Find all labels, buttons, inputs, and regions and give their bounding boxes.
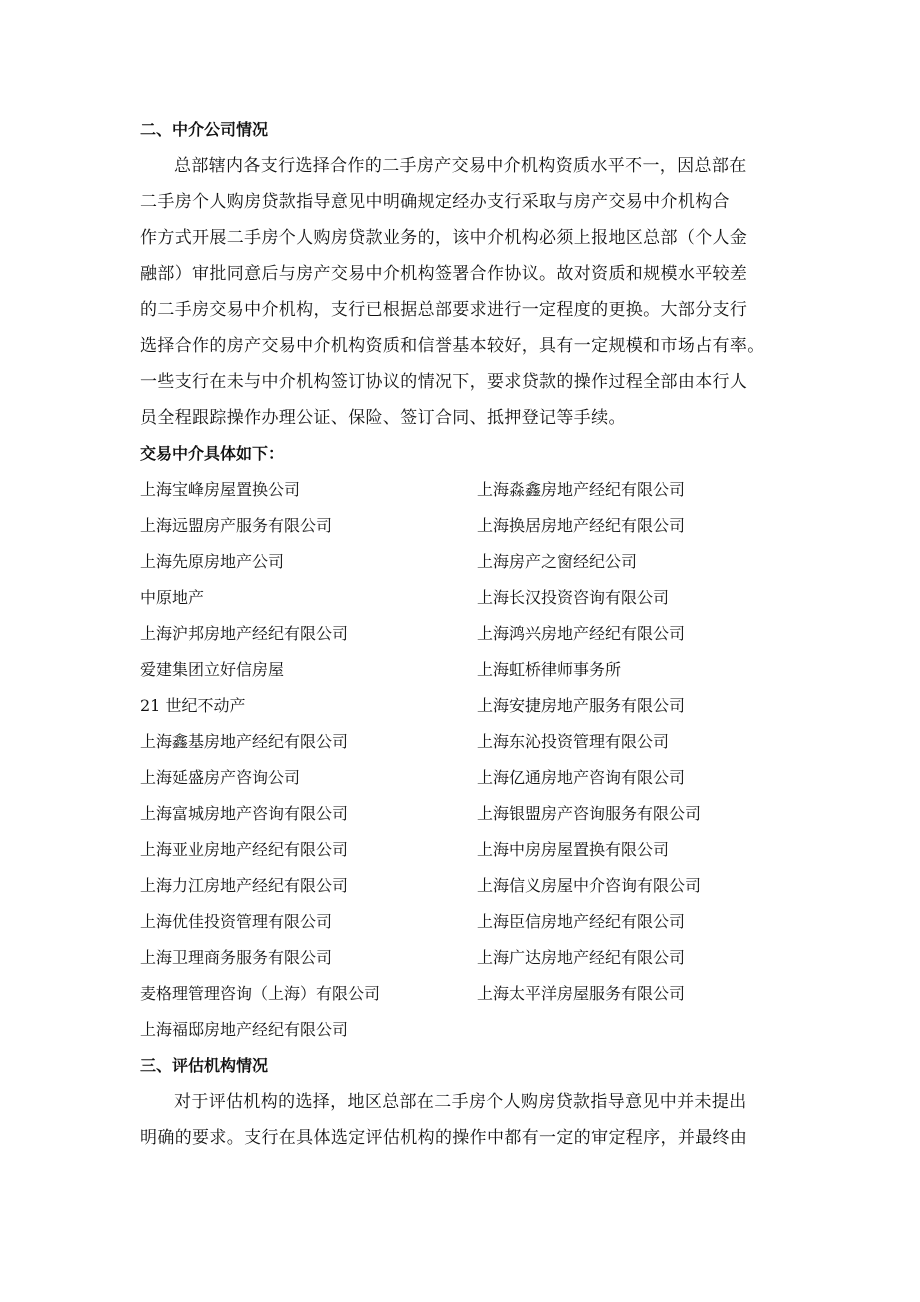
agency-item: 上海广达房地产经纪有限公司 — [477, 948, 686, 967]
agency-item: 上海沪邦房地产经纪有限公司 — [140, 624, 349, 643]
paragraph-line: 融部）审批同意后与房产交易中介机构签署合作协议。故对资质和规模水平较差 — [140, 264, 748, 284]
agency-item-empty — [477, 1012, 800, 1048]
agency-item: 上海太平洋房屋服务有限公司 — [477, 984, 686, 1003]
agency-item: 上海富城房地产咨询有限公司 — [140, 804, 349, 823]
document-page — [140, 112, 800, 1156]
agency-item: 上海远盟房产服务有限公司 — [140, 516, 333, 535]
agency-item: 上海先原房地产公司 — [140, 552, 285, 571]
agency-item: 上海淼鑫房地产经纪有限公司 — [477, 480, 686, 499]
agency-item: 上海卫理商务服务有限公司 — [140, 948, 333, 967]
section-heading-intermediaries: 二、中介公司情况 — [140, 120, 269, 139]
agency-item: 上海福邸房地产经纪有限公司 — [140, 1020, 349, 1039]
paragraph-line: 对于评估机构的选择，地区总部在二手房个人购房贷款指导意见中并未提出 — [174, 1092, 747, 1112]
paragraph-line: 明确的要求。支行在具体选定评估机构的操作中都有一定的审定程序，并最终由 — [140, 1128, 748, 1148]
agency-item: 中原地产 — [140, 588, 205, 607]
agency-item: 上海亚业房地产经纪有限公司 — [140, 840, 349, 859]
agency-list-heading: 交易中介具体如下： — [140, 444, 285, 463]
agency-item: 上海宝峰房屋置换公司 — [140, 480, 301, 499]
agency-item: 上海东沁投资管理有限公司 — [477, 732, 670, 751]
paragraph-line: 员全程跟踪操作办理公证、保险、签订合同、抵押登记等手续。 — [140, 408, 626, 428]
agency-item: 上海虹桥律师事务所 — [477, 660, 622, 679]
paragraph-line: 的二手房交易中介机构，支行已根据总部要求进行一定程度的更换。大部分支行 — [140, 300, 748, 320]
agency-item: 上海延盛房产咨询公司 — [140, 768, 301, 787]
agency-item: 麦格理管理咨询（上海）有限公司 — [140, 984, 381, 1003]
agency-item: 上海力江房地产经纪有限公司 — [140, 876, 349, 895]
agency-item: 上海亿通房地产咨询有限公司 — [477, 768, 686, 787]
agency-item: 爱建集团立好信房屋 — [140, 660, 285, 679]
agency-item: 上海安捷房地产服务有限公司 — [477, 696, 686, 715]
agency-item: 上海房产之窗经纪公司 — [477, 552, 638, 571]
agency-list — [140, 472, 800, 1048]
agency-item: 上海换居房地产经纪有限公司 — [477, 516, 686, 535]
section-heading-appraisers: 三、评估机构情况 — [140, 1056, 269, 1075]
agency-item: 上海长汉投资咨询有限公司 — [477, 588, 670, 607]
agency-item: 21 世纪不动产 — [140, 696, 246, 715]
agency-item: 上海信义房屋中介咨询有限公司 — [477, 876, 702, 895]
agency-item: 上海银盟房产咨询服务有限公司 — [477, 804, 702, 823]
agency-item: 上海臣信房地产经纪有限公司 — [477, 912, 686, 931]
paragraph-line: 二手房个人购房贷款指导意见中明确规定经办支行采取与房产交易中介机构合 — [140, 192, 730, 212]
agency-item: 上海鑫基房地产经纪有限公司 — [140, 732, 349, 751]
paragraph-line: 作方式开展二手房个人购房贷款业务的，该中介机构必须上报地区总部（个人金 — [140, 228, 748, 248]
agency-item: 上海优佳投资管理有限公司 — [140, 912, 333, 931]
agency-item: 上海鸿兴房地产经纪有限公司 — [477, 624, 686, 643]
appraisers-paragraph — [140, 1084, 800, 1156]
paragraph-line: 选择合作的房产交易中介机构资质和信誉基本较好，具有一定规模和市场占有率。 — [140, 336, 765, 356]
paragraph-line: 一些支行在未与中介机构签订协议的情况下，要求贷款的操作过程全部由本行人 — [140, 372, 748, 392]
agency-item: 上海中房房屋置换有限公司 — [477, 840, 670, 859]
intermediaries-paragraph — [140, 148, 800, 436]
paragraph-line: 总部辖内各支行选择合作的二手房产交易中介机构资质水平不一，因总部在 — [174, 156, 747, 176]
